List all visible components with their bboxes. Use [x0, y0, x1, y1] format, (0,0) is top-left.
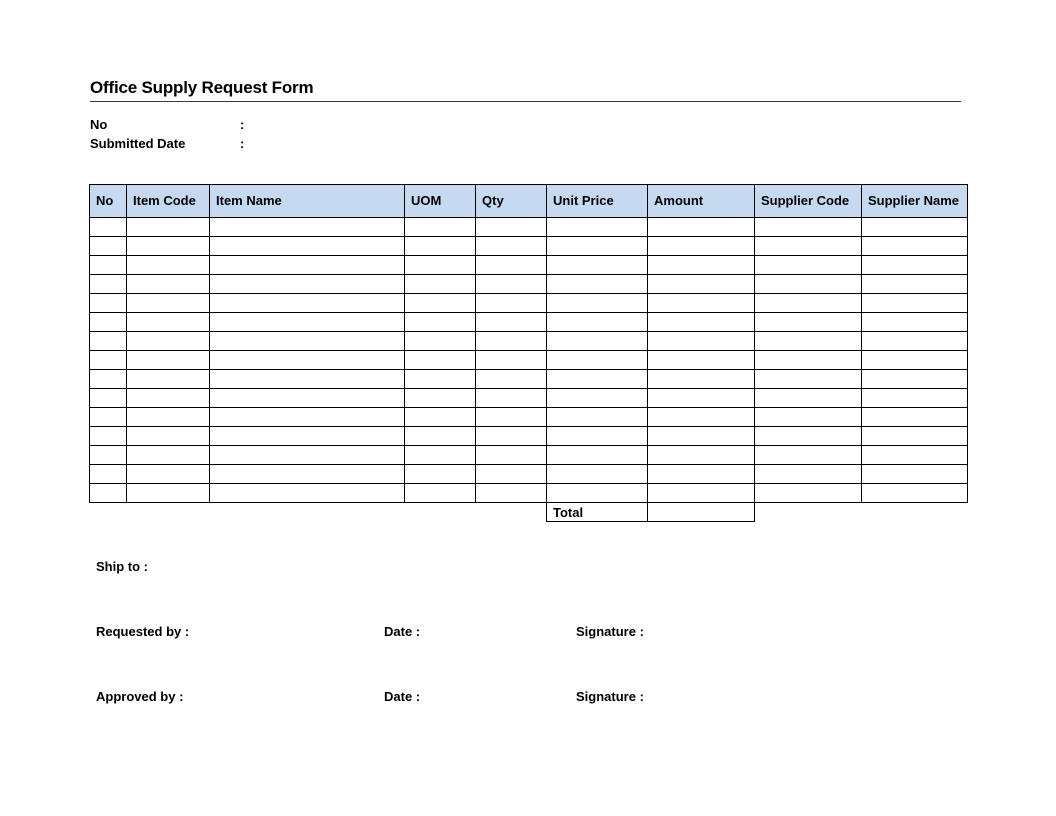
header-supplier-name: Supplier Name: [862, 185, 968, 218]
cell-uom[interactable]: [405, 370, 476, 389]
cell-uom[interactable]: [405, 389, 476, 408]
cell-uom[interactable]: [405, 313, 476, 332]
cell-item-name[interactable]: [210, 256, 405, 275]
cell-item-code[interactable]: [127, 256, 210, 275]
total-row-spacer-right: [755, 503, 968, 522]
cell-unit-price[interactable]: [547, 351, 648, 370]
cell-supplier-name[interactable]: [862, 446, 968, 465]
cell-item-name[interactable]: [210, 351, 405, 370]
cell-uom[interactable]: [405, 218, 476, 237]
cell-qty[interactable]: [476, 370, 547, 389]
cell-supplier-name[interactable]: [862, 256, 968, 275]
cell-supplier-code[interactable]: [755, 408, 862, 427]
cell-amount[interactable]: [648, 484, 755, 503]
cell-qty[interactable]: [476, 237, 547, 256]
cell-supplier-code[interactable]: [755, 370, 862, 389]
page-title: Office Supply Request Form: [90, 78, 314, 97]
table-row: [90, 218, 968, 237]
title-divider: [90, 101, 961, 102]
cell-amount[interactable]: [648, 237, 755, 256]
cell-item-code[interactable]: [127, 408, 210, 427]
cell-item-code[interactable]: [127, 446, 210, 465]
cell-uom[interactable]: [405, 465, 476, 484]
total-label: Total: [547, 503, 648, 522]
cell-no[interactable]: [90, 256, 127, 275]
cell-unit-price[interactable]: [547, 370, 648, 389]
cell-unit-price[interactable]: [547, 484, 648, 503]
cell-qty[interactable]: [476, 256, 547, 275]
cell-amount[interactable]: [648, 465, 755, 484]
cell-uom[interactable]: [405, 237, 476, 256]
cell-amount[interactable]: [648, 427, 755, 446]
cell-amount[interactable]: [648, 370, 755, 389]
approved-signature-label: Signature :: [576, 689, 644, 704]
cell-supplier-code[interactable]: [755, 332, 862, 351]
requested-signature-label: Signature :: [576, 624, 644, 639]
cell-qty[interactable]: [476, 275, 547, 294]
cell-supplier-code[interactable]: [755, 218, 862, 237]
requested-by-label: Requested by :: [96, 624, 190, 639]
cell-item-name[interactable]: [210, 332, 405, 351]
cell-supplier-code[interactable]: [755, 427, 862, 446]
cell-qty[interactable]: [476, 218, 547, 237]
cell-no[interactable]: [90, 427, 127, 446]
header-item-name: Item Name: [210, 185, 405, 218]
cell-amount[interactable]: [648, 275, 755, 294]
cell-unit-price[interactable]: [547, 237, 648, 256]
cell-amount[interactable]: [648, 351, 755, 370]
cell-item-name[interactable]: [210, 389, 405, 408]
cell-amount[interactable]: [648, 218, 755, 237]
cell-supplier-code[interactable]: [755, 446, 862, 465]
cell-supplier-name[interactable]: [862, 408, 968, 427]
table-row: [90, 294, 968, 313]
cell-qty[interactable]: [476, 294, 547, 313]
cell-no[interactable]: [90, 446, 127, 465]
cell-supplier-code[interactable]: [755, 294, 862, 313]
cell-item-name[interactable]: [210, 218, 405, 237]
header-uom: UOM: [405, 185, 476, 218]
cell-no[interactable]: [90, 313, 127, 332]
requested-date-label: Date :: [384, 624, 421, 639]
cell-item-name[interactable]: [210, 408, 405, 427]
cell-unit-price[interactable]: [547, 332, 648, 351]
cell-supplier-code[interactable]: [755, 313, 862, 332]
cell-qty[interactable]: [476, 446, 547, 465]
cell-supplier-name[interactable]: [862, 389, 968, 408]
total-row-spacer: [90, 503, 547, 522]
cell-amount[interactable]: [648, 332, 755, 351]
cell-item-code[interactable]: [127, 370, 210, 389]
cell-no[interactable]: [90, 370, 127, 389]
cell-uom[interactable]: [405, 484, 476, 503]
no-colon: :: [240, 117, 245, 132]
cell-supplier-code[interactable]: [755, 256, 862, 275]
cell-supplier-code[interactable]: [755, 465, 862, 484]
cell-uom[interactable]: [405, 408, 476, 427]
cell-qty[interactable]: [476, 351, 547, 370]
cell-no[interactable]: [90, 237, 127, 256]
cell-item-name[interactable]: [210, 237, 405, 256]
supply-request-table: [89, 184, 968, 522]
cell-item-name[interactable]: [210, 484, 405, 503]
cell-supplier-code[interactable]: [755, 389, 862, 408]
cell-item-code[interactable]: [127, 313, 210, 332]
cell-unit-price[interactable]: [547, 446, 648, 465]
total-amount-cell[interactable]: [648, 503, 755, 522]
submitted-date-label: Submitted Date: [90, 136, 186, 151]
table-row: [90, 332, 968, 351]
cell-supplier-name[interactable]: [862, 332, 968, 351]
cell-amount[interactable]: [648, 446, 755, 465]
cell-item-code[interactable]: [127, 465, 210, 484]
cell-supplier-name[interactable]: [862, 484, 968, 503]
cell-no[interactable]: [90, 351, 127, 370]
cell-unit-price[interactable]: [547, 275, 648, 294]
total-row: [90, 503, 968, 522]
table-row: [90, 408, 968, 427]
table-row: [90, 275, 968, 294]
cell-qty[interactable]: [476, 465, 547, 484]
cell-item-code[interactable]: [127, 484, 210, 503]
cell-supplier-name[interactable]: [862, 313, 968, 332]
cell-amount[interactable]: [648, 294, 755, 313]
table-row: [90, 446, 968, 465]
cell-no[interactable]: [90, 275, 127, 294]
cell-amount[interactable]: [648, 389, 755, 408]
cell-qty[interactable]: [476, 427, 547, 446]
cell-supplier-name[interactable]: [862, 370, 968, 389]
cell-item-name[interactable]: [210, 370, 405, 389]
cell-no[interactable]: [90, 294, 127, 313]
cell-supplier-name[interactable]: [862, 237, 968, 256]
cell-qty[interactable]: [476, 389, 547, 408]
cell-uom[interactable]: [405, 427, 476, 446]
cell-supplier-name[interactable]: [862, 427, 968, 446]
cell-qty[interactable]: [476, 332, 547, 351]
cell-no[interactable]: [90, 465, 127, 484]
cell-item-code[interactable]: [127, 275, 210, 294]
cell-unit-price[interactable]: [547, 218, 648, 237]
cell-no[interactable]: [90, 389, 127, 408]
cell-qty[interactable]: [476, 313, 547, 332]
table-row: [90, 256, 968, 275]
header-unit-price: Unit Price: [547, 185, 648, 218]
table-header-row: [90, 185, 968, 218]
cell-item-name[interactable]: [210, 294, 405, 313]
table-row: [90, 465, 968, 484]
header-supplier-code: Supplier Code: [755, 185, 862, 218]
cell-item-code[interactable]: [127, 237, 210, 256]
cell-supplier-name[interactable]: [862, 218, 968, 237]
cell-supplier-name[interactable]: [862, 275, 968, 294]
header-amount: Amount: [648, 185, 755, 218]
cell-unit-price[interactable]: [547, 389, 648, 408]
header-item-code: Item Code: [127, 185, 210, 218]
cell-uom[interactable]: [405, 446, 476, 465]
cell-no[interactable]: [90, 484, 127, 503]
table-row: [90, 351, 968, 370]
cell-supplier-name[interactable]: [862, 294, 968, 313]
cell-item-code[interactable]: [127, 218, 210, 237]
cell-uom[interactable]: [405, 256, 476, 275]
cell-uom[interactable]: [405, 332, 476, 351]
cell-amount[interactable]: [648, 313, 755, 332]
table-row: [90, 313, 968, 332]
header-no: No: [90, 185, 127, 218]
header-qty: Qty: [476, 185, 547, 218]
cell-qty[interactable]: [476, 408, 547, 427]
cell-supplier-code[interactable]: [755, 351, 862, 370]
cell-supplier-name[interactable]: [862, 465, 968, 484]
cell-no[interactable]: [90, 332, 127, 351]
approved-by-label: Approved by :: [96, 689, 184, 704]
cell-item-name[interactable]: [210, 446, 405, 465]
cell-unit-price[interactable]: [547, 465, 648, 484]
cell-supplier-code[interactable]: [755, 275, 862, 294]
cell-supplier-name[interactable]: [862, 351, 968, 370]
cell-item-code[interactable]: [127, 427, 210, 446]
cell-amount[interactable]: [648, 256, 755, 275]
ship-to-label: Ship to :: [96, 559, 148, 574]
cell-no[interactable]: [90, 408, 127, 427]
table-row: [90, 237, 968, 256]
cell-item-name[interactable]: [210, 275, 405, 294]
cell-unit-price[interactable]: [547, 408, 648, 427]
cell-unit-price[interactable]: [547, 313, 648, 332]
cell-item-name[interactable]: [210, 465, 405, 484]
cell-uom[interactable]: [405, 351, 476, 370]
cell-item-name[interactable]: [210, 313, 405, 332]
cell-item-code[interactable]: [127, 389, 210, 408]
submitted-date-colon: :: [240, 136, 245, 151]
table-row: [90, 484, 968, 503]
cell-uom[interactable]: [405, 294, 476, 313]
approved-date-label: Date :: [384, 689, 421, 704]
cell-qty[interactable]: [476, 484, 547, 503]
cell-uom[interactable]: [405, 275, 476, 294]
cell-amount[interactable]: [648, 408, 755, 427]
table-row: [90, 389, 968, 408]
cell-supplier-code[interactable]: [755, 237, 862, 256]
cell-unit-price[interactable]: [547, 427, 648, 446]
cell-item-code[interactable]: [127, 351, 210, 370]
cell-item-code[interactable]: [127, 294, 210, 313]
table-row: [90, 427, 968, 446]
cell-unit-price[interactable]: [547, 256, 648, 275]
cell-item-name[interactable]: [210, 427, 405, 446]
cell-supplier-code[interactable]: [755, 484, 862, 503]
cell-unit-price[interactable]: [547, 294, 648, 313]
cell-item-code[interactable]: [127, 332, 210, 351]
table-row: [90, 370, 968, 389]
no-label: No: [90, 117, 108, 132]
cell-no[interactable]: [90, 218, 127, 237]
